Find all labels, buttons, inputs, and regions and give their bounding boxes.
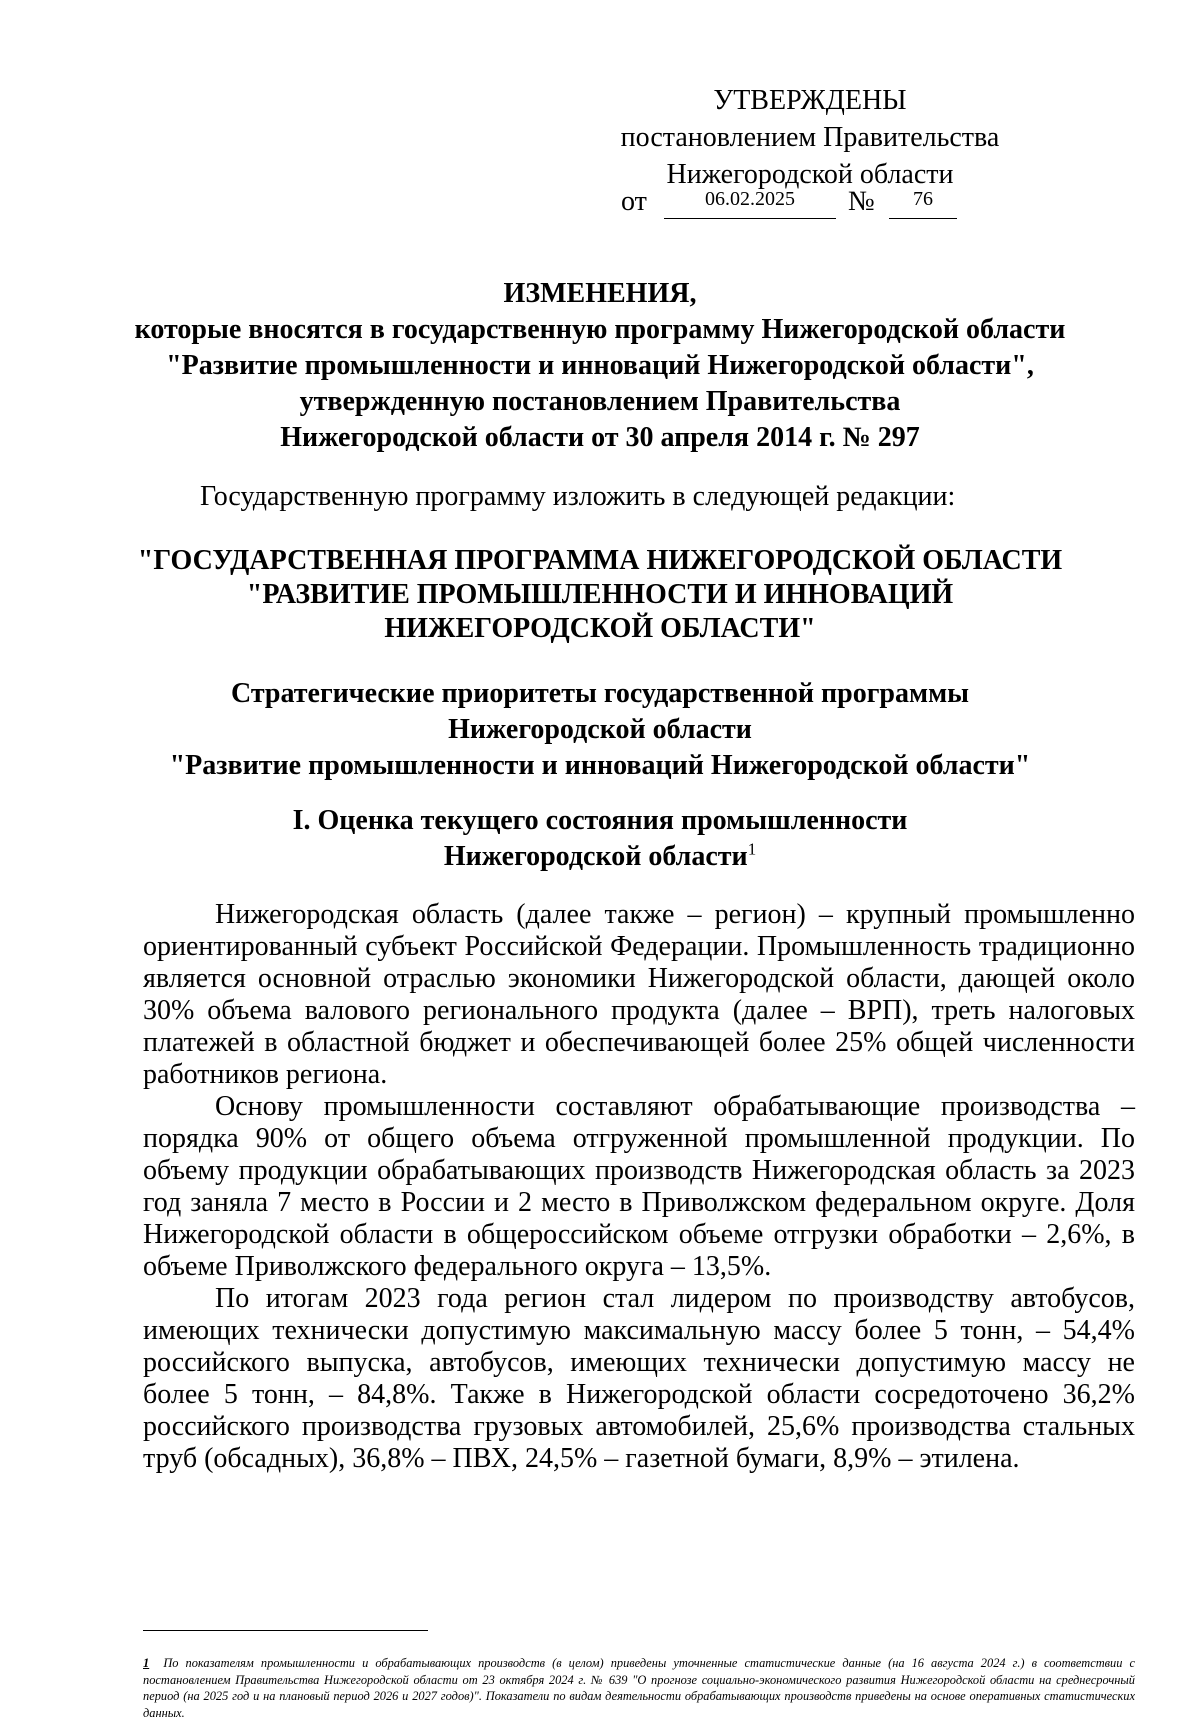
lead-text: Государственную программу изложить в следующей редакции: [200, 481, 956, 512]
approval-line-3: Нижегородской области [666, 159, 954, 190]
footnote-mark: 1 [143, 1656, 150, 1670]
priorities-line-2: Нижегородской области [448, 714, 752, 745]
number-label: № [848, 186, 875, 217]
paragraph-2: Основу промышленности составляют обрабатывающие производства – порядка 90% от общего объема отгруженной промышленной продукции. По объему продукции обрабатывающих производств Нижегородская область за 2023 год заняла 7 место в России и 2 место в Приволжском федеральном округе. Доля Нижегородской области в общероссийском объеме отгрузки обработки – 2,6%, в объеме Приволжского федерального округа – 13,5%. [143, 1091, 1135, 1282]
section-line-2-text: Нижегородской области [443, 841, 748, 872]
program-title-line-3: НИЖЕГОРОДСКОЙ ОБЛАСТИ" [384, 613, 816, 644]
priorities-heading [110, 676, 1090, 784]
paragraph-1: Нижегородская область (далее также – регион) – крупный промышленно ориентированный субъект Российской Федерации. Промышленность традиционно является основной отраслью экономики Нижегородской области, дающей около 30% объема валового регионального продукта (далее – ВРП), треть налоговых платежей в областной бюджет и обеспечивающей более 25% общей численности работников региона. [143, 899, 1135, 1090]
date-label: от [621, 186, 647, 217]
changes-heading [110, 276, 1090, 456]
footnote-separator [143, 1630, 428, 1631]
changes-line-4: Нижегородской области от 30 апреля 2014 г. № 297 [280, 422, 920, 453]
approval-line-2: постановлением Правительства [620, 122, 1000, 153]
section-line-2 [110, 839, 1090, 875]
program-title-line-1: "ГОСУДАРСТВЕННАЯ ПРОГРАММА НИЖЕГОРОДСКОЙ ОБЛАСТИ [137, 545, 1063, 576]
section-line-1: I. Оценка текущего состояния промышленности [292, 805, 908, 836]
number-field: 76 [889, 186, 957, 219]
priorities-line-1: Стратегические приоритеты государственной программы [230, 678, 970, 709]
section-heading [110, 803, 1090, 875]
body-text [143, 899, 1135, 1475]
changes-line-3: утвержденную постановлением Правительства [299, 386, 901, 417]
date-field: 06.02.2025 [664, 186, 836, 219]
footnote-reference[interactable]: 1 [747, 839, 757, 859]
changes-title: ИЗМЕНЕНИЯ, [503, 278, 697, 309]
approval-date-row [621, 186, 981, 226]
footnote-text: По показателям промышленности и обрабатывающих производств (в целом) приведены уточненные статистические данные (на 16 августа 2024 г.) в соответствии с постановлением Правительства Нижегородской области от 23 октября 2024 г. № 639 "О прогнозе социально-экономического развития Нижегородской области на среднесрочный период (на 2025 год и на плановый период 2026 и 2027 годов)". Показатели по видам деятельности обрабатывающих производств приведены на основе оперативных статистических данных. [143, 1656, 1135, 1720]
program-title-line-2: "РАЗВИТИЕ ПРОМЫШЛЕННОСТИ И ИННОВАЦИЙ [246, 579, 954, 610]
paragraph-3: По итогам 2023 года регион стал лидером по производству автобусов, имеющих технически допустимую максимальную массу более 5 тонн, – 54,4% российского выпуска, автобусов, имеющих технически допустимую массу не более 5 тонн, – 84,8%. Также в Нижегородской области сосредоточено 36,2% российского производства грузовых автомобилей, 25,6% производства стальных труб (обсадных), 36,8% – ПВХ, 24,5% – газетной бумаги, 8,9% – этилена. [143, 1283, 1135, 1474]
footnote [143, 1655, 1135, 1721]
priorities-line-3: "Развитие промышленности и инноваций Нижегородской области" [169, 750, 1031, 781]
approval-block [560, 82, 1060, 193]
changes-line-2: "Развитие промышленности и инноваций Нижегородской области", [166, 350, 1034, 381]
program-title [110, 544, 1090, 646]
changes-line-1: которые вносятся в государственную программу Нижегородской области [134, 314, 1066, 345]
approval-title: УТВЕРЖДЕНЫ [713, 85, 907, 116]
